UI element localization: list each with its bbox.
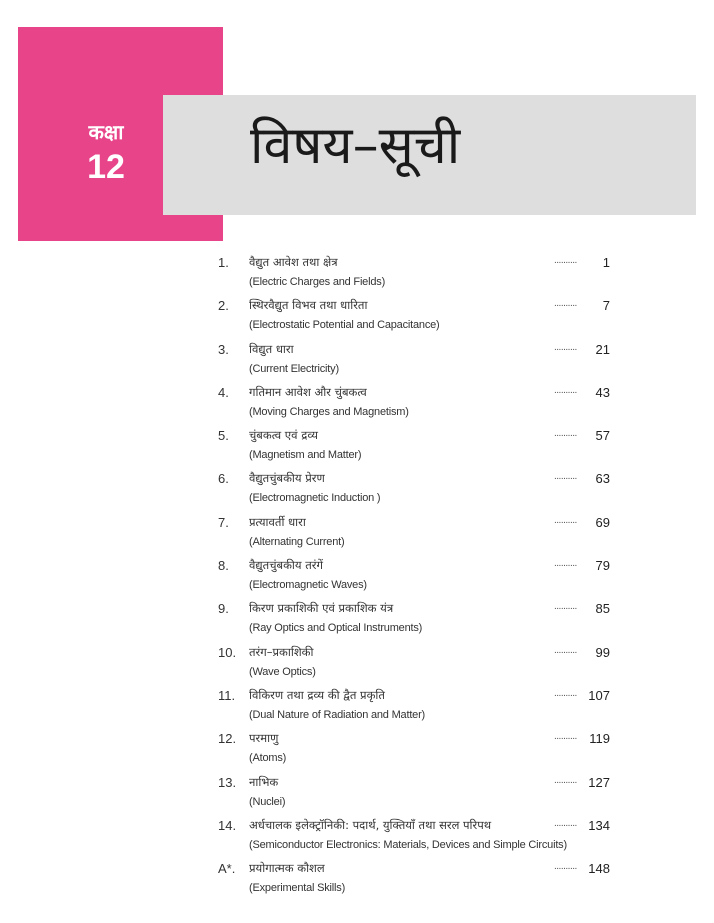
toc-entry-page-number: 79 <box>595 558 610 574</box>
toc-entry-number: 10. <box>218 644 237 660</box>
toc-entry-leader-dots: .......... <box>554 601 577 613</box>
toc-entry[interactable] <box>218 255 610 298</box>
toc-entry-english-title: (Electrostatic Potential and Capacitance) <box>249 319 440 332</box>
toc-entry-leader-dots: .......... <box>554 774 577 786</box>
toc-entry-number: 14. <box>218 817 237 833</box>
toc-entry-number: 5. <box>218 428 229 444</box>
toc-entry[interactable] <box>218 428 610 471</box>
toc-entry[interactable] <box>218 298 610 341</box>
toc-entry-english-title: (Electromagnetic Induction ) <box>249 492 381 505</box>
toc-entry-english-title: (Nuclei) <box>249 795 286 808</box>
toc-entry-english-title: (Alternating Current) <box>249 535 345 548</box>
toc-entry-number: 6. <box>218 471 229 487</box>
toc-entry[interactable] <box>218 731 610 774</box>
table-of-contents <box>218 255 610 904</box>
toc-entry[interactable] <box>218 385 610 428</box>
toc-entry[interactable] <box>218 601 610 644</box>
toc-entry-leader-dots: .......... <box>554 861 577 873</box>
toc-entry-page-number: 107 <box>588 687 610 703</box>
toc-entry-english-title: (Electromagnetic Waves) <box>249 579 367 592</box>
page-title: विषय–सूची <box>250 116 461 176</box>
toc-entry-number: 4. <box>218 384 229 400</box>
toc-entry-page-number: 21 <box>595 341 610 357</box>
toc-entry-page-number: 127 <box>588 774 610 790</box>
toc-entry[interactable] <box>218 818 610 861</box>
toc-entry-hindi-title: चुंबकत्व एवं द्रव्य <box>249 428 318 443</box>
toc-entry-english-title: (Experimental Skills) <box>249 882 346 895</box>
toc-entry-hindi-title: परमाणु <box>249 731 279 746</box>
toc-entry-number: 9. <box>218 601 229 617</box>
toc-entry-number: 1. <box>218 255 229 270</box>
toc-entry-number: A*. <box>218 861 236 877</box>
toc-entry-hindi-title: तरंग–प्रकाशिकी <box>249 644 314 659</box>
toc-entry-english-title: (Dual Nature of Radiation and Matter) <box>249 708 426 721</box>
toc-entry-number: 12. <box>218 731 237 747</box>
toc-entry-leader-dots: .......... <box>554 731 577 743</box>
toc-entry-page-number: 148 <box>588 861 610 877</box>
toc-entry-leader-dots: .......... <box>554 471 577 483</box>
toc-entry-english-title: (Semiconductor Electronics: Materials, Devices and Simple Circuits) <box>249 838 567 851</box>
toc-entry-page-number: 85 <box>595 601 610 617</box>
toc-entry-english-title: (Ray Optics and Optical Instruments) <box>249 622 423 635</box>
toc-entry[interactable] <box>218 558 610 601</box>
toc-entry-leader-dots: .......... <box>554 298 577 310</box>
toc-entry-page-number: 7 <box>602 298 610 314</box>
toc-entry-page-number: 119 <box>589 731 610 747</box>
toc-entry[interactable] <box>218 861 610 904</box>
toc-entry-page-number: 57 <box>595 428 610 444</box>
toc-entry-leader-dots: .......... <box>554 384 577 396</box>
toc-entry[interactable] <box>218 645 610 688</box>
toc-entry-hindi-title: विकिरण तथा द्रव्य की द्वैत प्रकृति <box>249 687 385 702</box>
toc-entry-number: 7. <box>218 514 229 530</box>
toc-entry-hindi-title: अर्धचालक इलेक्ट्रॉनिकी: पदार्थ, युक्तियाँ तथा सरल परिपथ <box>249 817 492 832</box>
toc-entry[interactable] <box>218 775 610 818</box>
toc-entry-english-title: (Wave Optics) <box>249 665 316 678</box>
toc-entry-leader-dots: .......... <box>554 644 577 656</box>
toc-entry-number: 2. <box>218 298 229 314</box>
toc-entry-page-number: 63 <box>595 471 610 487</box>
toc-entry-leader-dots: .......... <box>554 428 577 440</box>
toc-entry-hindi-title: प्रत्यावर्ती धारा <box>249 514 306 529</box>
toc-entry-page-number: 99 <box>595 644 610 660</box>
toc-entry-hindi-title: वैद्युतचुंबकीय तरंगें <box>249 558 323 573</box>
toc-entry-page-number: 43 <box>595 384 610 400</box>
toc-entry-hindi-title: गतिमान आवेश और चुंबकत्व <box>249 384 367 399</box>
toc-entry[interactable] <box>218 342 610 385</box>
toc-entry-hindi-title: किरण प्रकाशिकी एवं प्रकाशिक यंत्र <box>249 601 394 616</box>
grade-label: कक्षा <box>88 120 124 144</box>
toc-entry-number: 3. <box>218 341 229 357</box>
toc-entry-leader-dots: .......... <box>554 341 577 353</box>
toc-entry-number: 13. <box>218 774 237 790</box>
toc-entry-leader-dots: .......... <box>554 687 577 699</box>
toc-entry-hindi-title: स्थिरवैद्युत विभव तथा धारिता <box>249 298 368 313</box>
toc-entry-english-title: (Current Electricity) <box>249 362 339 375</box>
toc-entry-hindi-title: विद्युत धारा <box>249 341 294 356</box>
toc-entry[interactable] <box>218 515 610 558</box>
toc-entry-hindi-title: नाभिक <box>249 774 279 789</box>
toc-entry-hindi-title: वैद्युतचुंबकीय प्रेरण <box>249 471 325 486</box>
toc-entry-english-title: (Electric Charges and Fields) <box>249 276 386 288</box>
toc-entry-page-number: 69 <box>595 514 610 530</box>
toc-entry-number: 8. <box>218 558 229 574</box>
toc-entry-leader-dots: .......... <box>554 514 577 526</box>
toc-entry-page-number: 1 <box>602 255 610 270</box>
toc-entry-hindi-title: प्रयोगात्मक कौशल <box>249 861 325 876</box>
toc-entry-leader-dots: .......... <box>554 558 577 570</box>
toc-entry-page-number: 134 <box>588 817 610 833</box>
toc-entry[interactable] <box>218 471 610 514</box>
grade-number: 12 <box>87 148 125 186</box>
toc-entry-english-title: (Moving Charges and Magnetism) <box>249 405 409 418</box>
toc-entry-number: 11. <box>218 687 236 703</box>
toc-entry-hindi-title: वैद्युत आवेश तथा क्षेत्र <box>249 255 338 269</box>
toc-entry[interactable] <box>218 688 610 731</box>
toc-entry-english-title: (Magnetism and Matter) <box>249 449 362 462</box>
toc-entry-leader-dots: .......... <box>554 817 577 829</box>
toc-entry-leader-dots: .......... <box>554 255 577 266</box>
toc-entry-english-title: (Atoms) <box>249 752 287 765</box>
